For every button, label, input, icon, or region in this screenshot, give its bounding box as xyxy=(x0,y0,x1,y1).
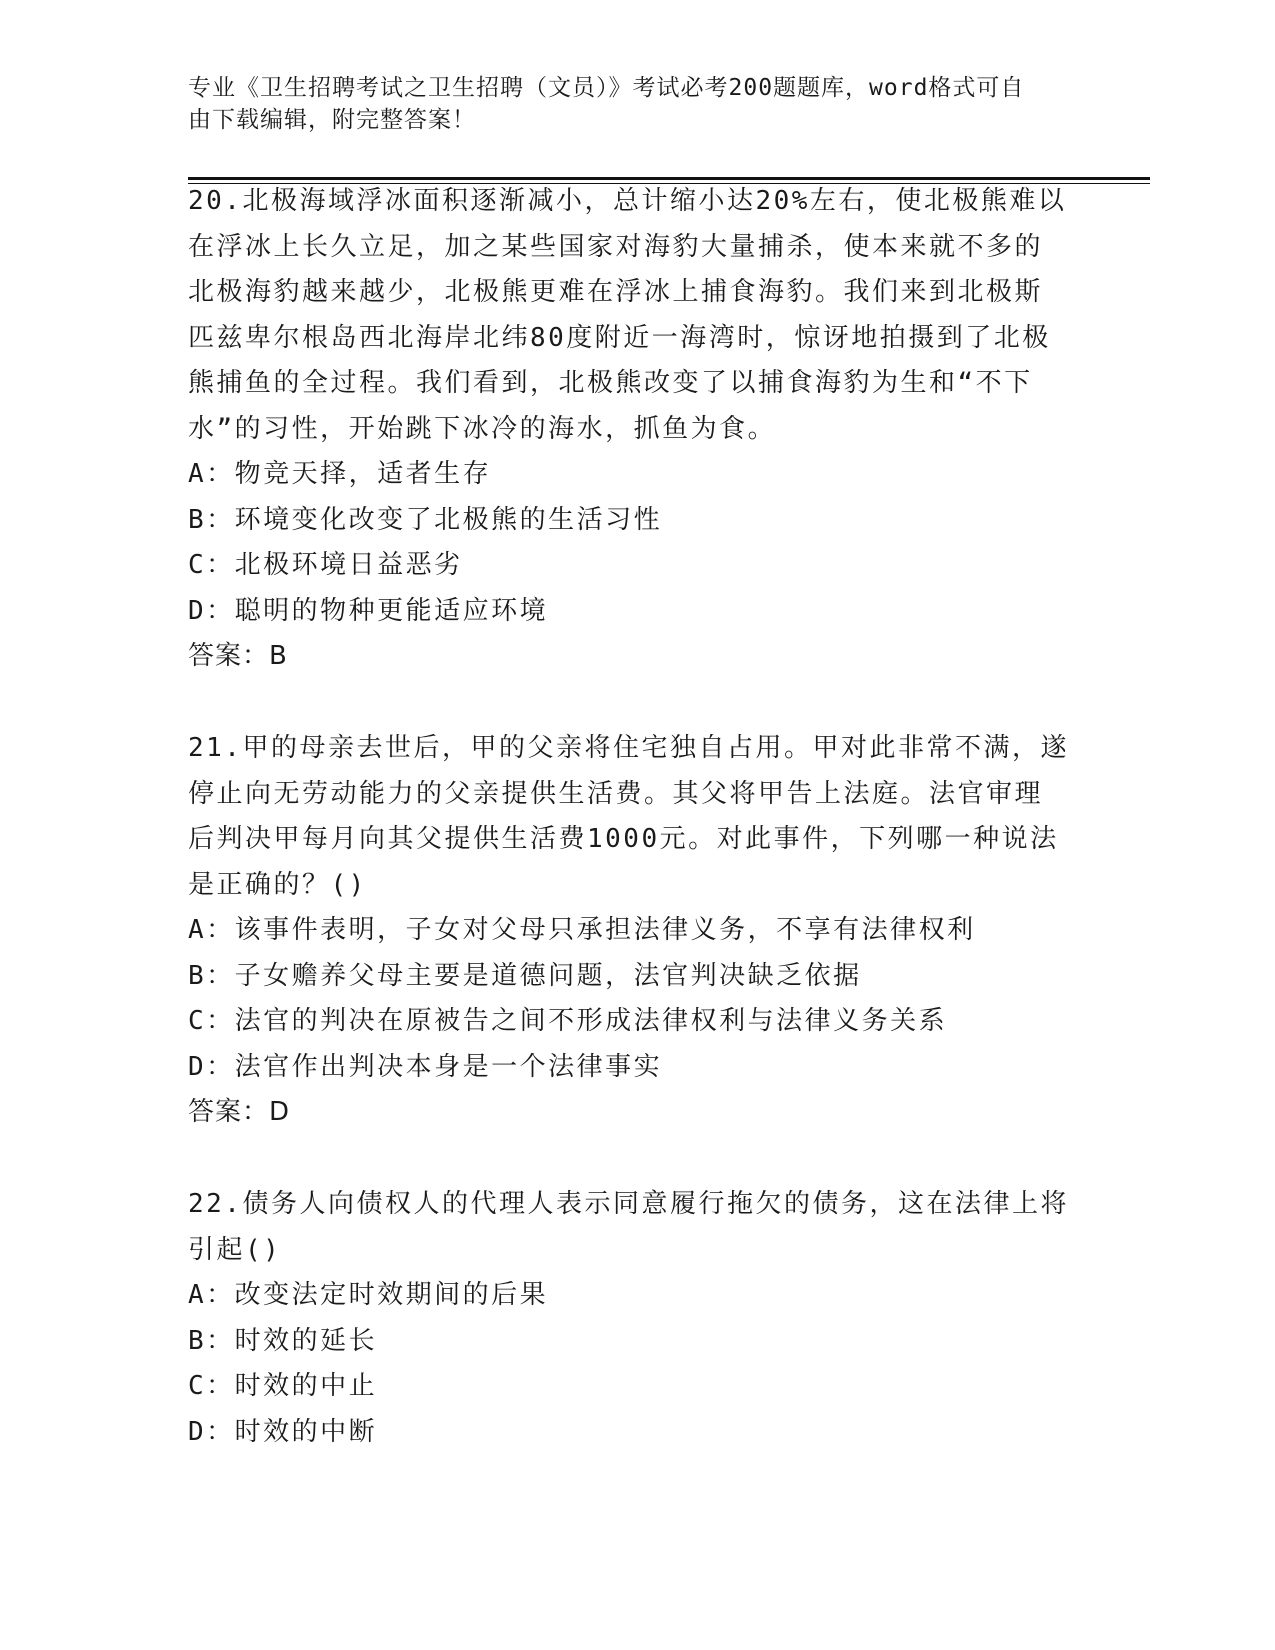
option-c: C：法官的判决在原被告之间不形成法律权利与法律义务关系 xyxy=(188,1006,948,1036)
answer-label: 答案：B xyxy=(188,641,288,671)
question-stem-line: 引起() xyxy=(188,1234,282,1265)
question-stem-line: 后判决甲每月向其父提供生活费1000元。对此事件，下列哪一种说法 xyxy=(188,824,1059,854)
question-stem-line: 北极海豹越来越少，北极熊更难在浮冰上捕食海豹。我们来到北极斯 xyxy=(188,277,1044,307)
option-a: A：物竞天择，适者生存 xyxy=(188,459,492,489)
question-20 xyxy=(188,179,1078,680)
header-line: 由下载编辑，附完整答案！ xyxy=(188,107,476,133)
option-d: D：聪明的物种更能适应环境 xyxy=(188,595,549,626)
question-stem-line: 停止向无劳动能力的父亲提供生活费。其父将甲告上法庭。法官审理 xyxy=(188,778,1044,809)
question-stem-line: 匹兹卑尔根岛西北海岸北纬80度附近一海湾时，惊讶地拍摄到了北极 xyxy=(188,322,1051,353)
option-c: C：时效的中止 xyxy=(188,1371,378,1401)
option-b: B：子女赡养父母主要是道德问题，法官判决缺乏依据 xyxy=(188,960,862,991)
header-line: 专业《卫生招聘考试之卫生招聘（文员）》考试必考200题题库，word格式可自 xyxy=(188,75,1025,101)
option-a: A：该事件表明，子女对父母只承担法律义务，不享有法律权利 xyxy=(188,915,976,945)
option-d: D：时效的中断 xyxy=(188,1416,378,1447)
question-22 xyxy=(188,1182,1078,1455)
question-stem-line: 22.债务人向债权人的代理人表示同意履行拖欠的债务，这在法律上将 xyxy=(188,1189,1069,1219)
question-stem-line: 熊捕鱼的全过程。我们看到，北极熊改变了以捕食海豹为生和“不下 xyxy=(188,368,1033,398)
option-b: B：环境变化改变了北极熊的生活习性 xyxy=(188,504,663,535)
document-header xyxy=(188,72,1068,136)
question-stem-line: 是正确的？() xyxy=(188,869,367,900)
question-21 xyxy=(188,726,1078,1136)
question-stem-line: 21.甲的母亲去世后，甲的父亲将住宅独自占用。甲对此非常不满，遂 xyxy=(188,733,1069,763)
option-a: A：改变法定时效期间的后果 xyxy=(188,1280,549,1310)
question-stem-line: 水”的习性，开始跳下冰冷的海水，抓鱼为食。 xyxy=(188,413,777,444)
option-b: B：时效的延长 xyxy=(188,1325,378,1356)
question-stem-line: 20.北极海域浮冰面积逐渐减小，总计缩小达20%左右，使北极熊难以 xyxy=(188,186,1067,216)
option-d: D：法官作出判决本身是一个法律事实 xyxy=(188,1051,663,1082)
question-stem-line: 在浮冰上长久立足，加之某些国家对海豹大量捕杀，使本来就不多的 xyxy=(188,231,1044,262)
option-c: C：北极环境日益恶劣 xyxy=(188,550,463,580)
answer-label: 答案：D xyxy=(188,1097,291,1127)
